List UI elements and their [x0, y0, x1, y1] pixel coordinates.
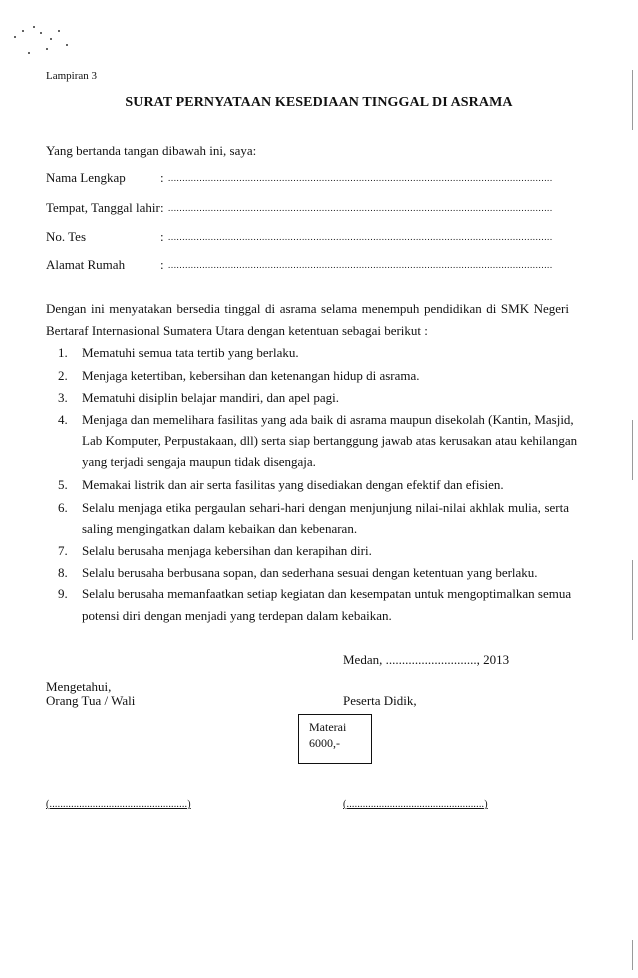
field-line-birth[interactable]: .......................................................................................................................................: [168, 203, 553, 213]
rule-number: 2.: [58, 368, 68, 383]
parent-guardian-label: Orang Tua / Wali: [46, 693, 136, 708]
rule-item-continued: potensi diri dengan menjadi yang terdepan dalam kebaikan.: [82, 608, 392, 623]
field-line-name[interactable]: .......................................................................................................................................: [168, 173, 553, 183]
field-label-test-no: No. Tes: [46, 229, 87, 244]
date-line: Medan, ............................, 2013: [343, 652, 510, 667]
field-colon: :: [160, 257, 164, 272]
rule-number: 3.: [58, 390, 68, 405]
field-label-name: Nama Lengkap: [46, 170, 126, 185]
field-colon: :: [160, 200, 164, 215]
field-colon: :: [160, 229, 164, 244]
document-title: SURAT PERNYATAAN KESEDIAAN TINGGAL DI ASRAMA: [125, 95, 513, 110]
rule-number: 8.: [58, 565, 68, 580]
revenue-stamp-box: [298, 714, 372, 764]
scan-speck: [22, 30, 24, 32]
field-label-address: Alamat Rumah: [46, 257, 126, 272]
student-signature-line[interactable]: [343, 799, 488, 810]
rule-number: 5.: [58, 477, 68, 492]
rule-item-continued: Lab Komputer, Perpustakaan, dll) serta siap bertanggung jawab atas kerusakan atau kehilangan: [82, 433, 578, 448]
scan-speck: [66, 44, 68, 46]
rule-item-continued: yang terjadi sengaja maupun tidak disengaja.: [82, 454, 316, 469]
scan-speck: [28, 52, 30, 54]
field-label-birth: Tempat, Tanggal lahir: [46, 200, 160, 215]
scan-speck: [40, 32, 42, 34]
rule-item: Selalu berusaha menjaga kebersihan dan kerapihan diri.: [82, 543, 372, 558]
field-colon: :: [160, 170, 164, 185]
rule-item: Selalu berusaha berbusana sopan, dan sederhana sesuai dengan ketentuan yang berlaku.: [82, 565, 538, 580]
rule-item-continued: saling mengingatkan dalam kebaikan dan kebenaran.: [82, 521, 358, 536]
field-line-test-no[interactable]: .......................................................................................................................................: [168, 232, 553, 242]
witness-title: Mengetahui,: [46, 679, 112, 694]
rule-number: 6.: [58, 500, 68, 515]
statement-line-1: Dengan ini menyatakan bersedia tinggal di asrama selama menempuh pendidikan di SMK Negeri: [46, 301, 569, 316]
rule-number: 7.: [58, 543, 68, 558]
scan-edge-line: [632, 940, 633, 970]
intro-text: Yang bertanda tangan dibawah ini, saya:: [46, 143, 257, 158]
scan-edge-line: [632, 420, 633, 480]
scan-speck: [33, 26, 35, 28]
scan-speck: [58, 30, 60, 32]
rule-item: Selalu berusaha memanfaatkan setiap kegiatan dan kesempatan untuk mengoptimalkan semua: [82, 586, 572, 601]
stamp-value: 6000,-: [309, 736, 340, 750]
rule-item: Menjaga dan memelihara fasilitas yang ada baik di asrama maupun disekolah (Kantin, Masjid,: [82, 412, 574, 427]
scan-speck: [50, 38, 52, 40]
scan-edge-line: [632, 560, 633, 640]
rule-number: 1.: [58, 345, 68, 360]
rule-item: Mematuhi disiplin belajar mandiri, dan apel pagi.: [82, 390, 340, 405]
rule-item: Selalu menjaga etika pergaulan sehari-hari dengan menjunjung nilai-nilai akhlak mulia, serta: [82, 500, 569, 515]
rule-item: Mematuhi semua tata tertib yang berlaku.: [82, 345, 299, 360]
student-label: Peserta Didik,: [343, 693, 417, 708]
stamp-text: Materai: [309, 720, 347, 734]
rule-number: 4.: [58, 412, 68, 427]
parent-signature-line[interactable]: [46, 799, 191, 810]
rule-number: 9.: [58, 586, 68, 601]
statement-line-2: Bertaraf Internasional Sumatera Utara dengan ketentuan sebagai berikut :: [46, 323, 428, 338]
rule-item: Memakai listrik dan air serta fasilitas yang disediakan dengan efektif dan efisien.: [82, 477, 504, 492]
student-signature-dots: (...................................................): [343, 799, 488, 810]
scan-speck: [46, 48, 48, 50]
rule-item: Menjaga ketertiban, kebersihan dan ketenangan hidup di asrama.: [82, 368, 420, 383]
appendix-label: Lampiran 3: [46, 70, 98, 82]
parent-signature-dots: (...................................................): [46, 799, 191, 810]
field-line-address[interactable]: .......................................................................................................................................: [168, 260, 553, 270]
scan-speck: [14, 36, 16, 38]
